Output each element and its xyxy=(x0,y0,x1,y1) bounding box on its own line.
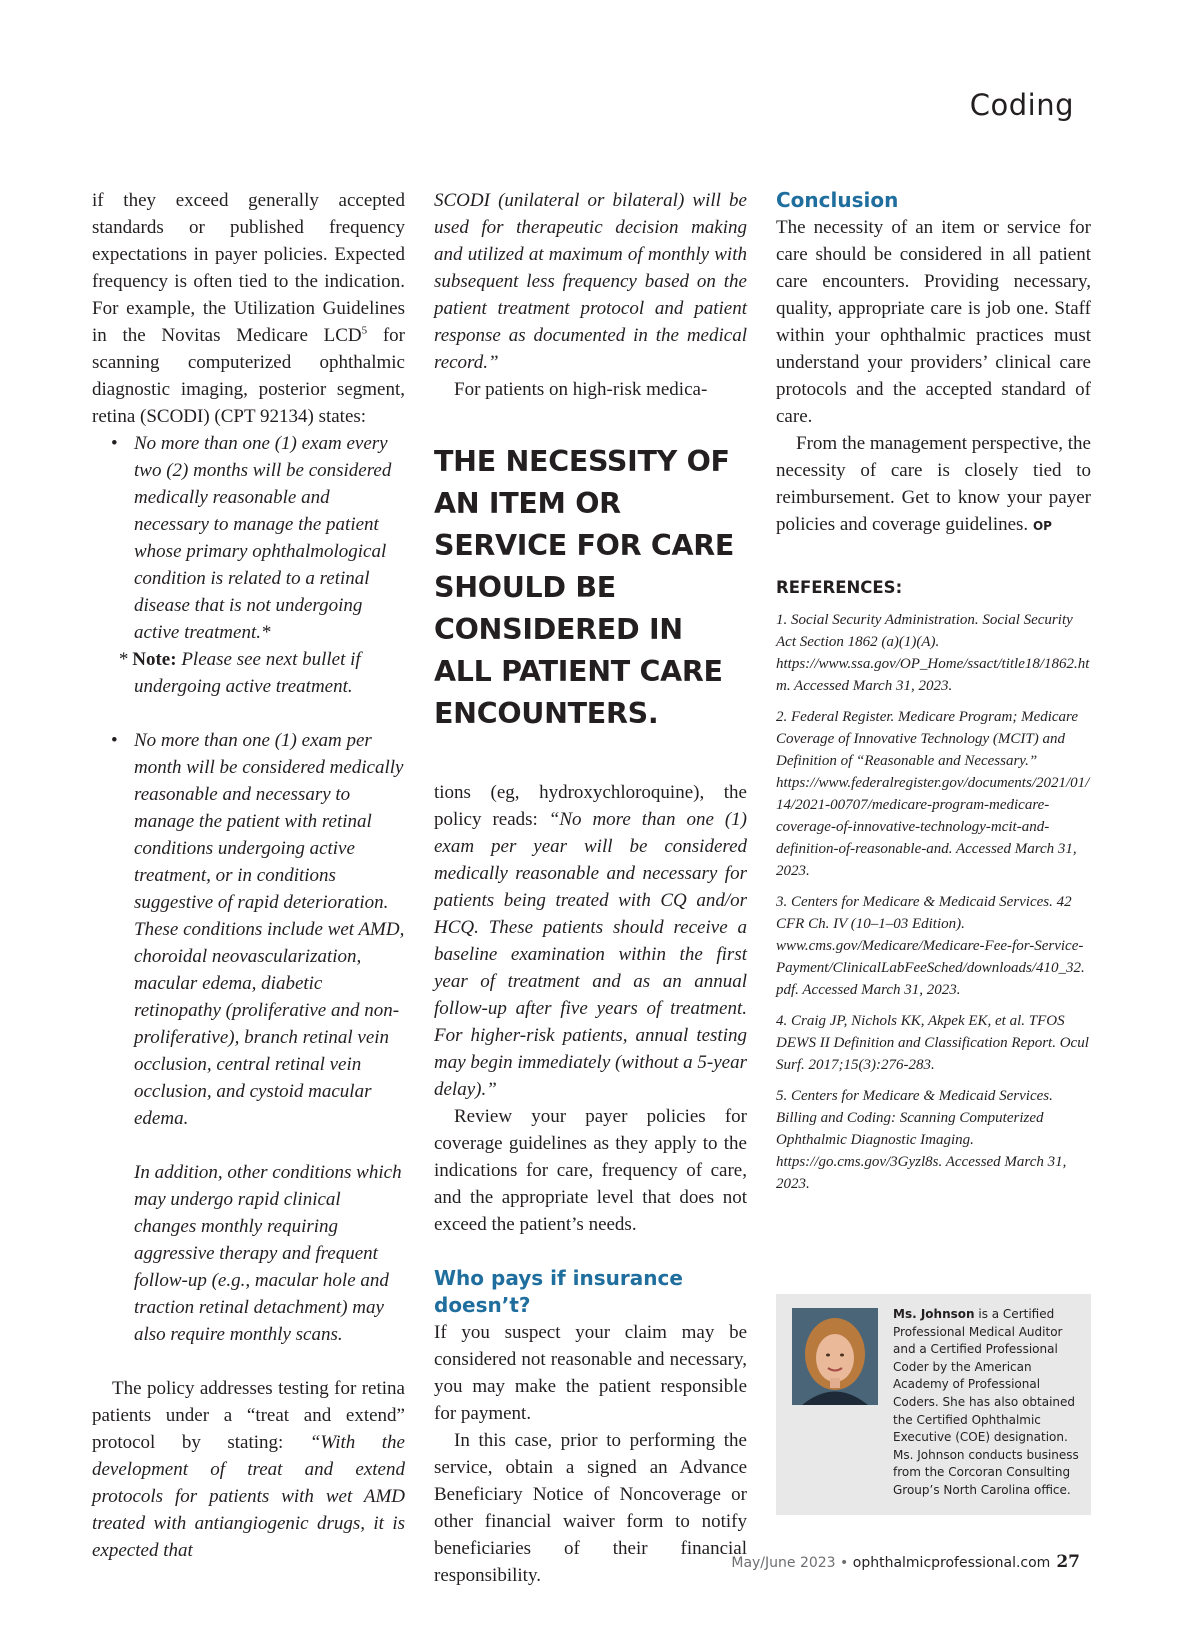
author-name: Ms. Johnson xyxy=(893,1307,975,1321)
reference-item: 1. Social Security Administration. Social Security Act Section 1862 (a)(1)(A). https://www.ssa.gov/OP_Home/ssact/title18/1862.htm. Accessed March 31, 2023. xyxy=(776,612,1090,694)
reference-item: 2. Federal Register. Medicare Program; Medicare Coverage of Innovative Technology (MCIT) and Definition of “Reasonable and Necessary.” https://www.federalregister.gov/documents/2021/01/14/2021-00707/medicare-program-medicare-coverage-of-innovative-technology-mcit-and-definition-of-reasonable-and. Accessed March 31, 2023. xyxy=(776,709,1090,879)
subhead-who-pays: Who pays if insurance doesn’t? xyxy=(434,1266,683,1317)
issue-date: May/June 2023 xyxy=(731,1555,836,1571)
col1-paragraph-2: The policy addresses testing for retina patients under a “treat and extend” protocol by stating: “With the development of treat and extend protocols for patients with wet AMD treated with antiangiogenic drugs, it is expected that xyxy=(92,1378,405,1561)
policy-bullets-2 xyxy=(92,727,405,1132)
col2-paragraph-b: tions (eg, hydroxychloroquine), the policy reads: “No more than one (1) exam per year will be considered medically reasonable and necessary for patients being treated with CQ and/or HCQ. These patients should receive a baseline examination within the first year of treatment and as an annual follow-up after five years of treatment. For higher-risk patients, annual testing may begin immediately (without a 5-year delay).” xyxy=(434,782,748,1100)
website-link[interactable]: ophthalmicprofessional.com xyxy=(852,1555,1051,1571)
col2-paragraph-c: Review your payer policies for coverage guidelines as they apply to the indications for care, frequency of care, and the appropriate level that does not exceed the patient’s needs. xyxy=(434,1106,747,1235)
quote-continuation: SCODI (unilateral or bilateral) will be used for therapeutic decision making and utilized at maximum of monthly with subsequent less frequency based on the patient treatment protocol and patient response as documented in the medical record.” xyxy=(434,190,747,373)
page-number: 27 xyxy=(1056,1552,1080,1572)
additional-conditions: In addition, other conditions which may undergo rapid clinical changes monthly requiring aggressive therapy and frequent follow-up (e.g., macular hole and traction retinal detachment) may also require monthly scans. xyxy=(134,1162,402,1345)
author-portrait-image xyxy=(792,1308,878,1405)
bullet-item: • No more than one (1) exam per month will be considered medically reasonable and necessary to manage the patient with retinal conditions undergoing active treatment, or in conditions suggestive of rapid deterioration. These conditions include wet AMD, choroidal neovascularization, macular edema, diabetic retinopathy (proliferative and non-proliferative), branch retinal vein occlusion, central retinal vein occlusion, and cystoid macular edema. xyxy=(92,727,405,1132)
references-heading: REFERENCES: xyxy=(776,578,903,597)
col2-paragraph-d: If you suspect your claim may be considered not reasonable and necessary, you may make the patient responsible for payment. xyxy=(434,1322,747,1424)
col2-paragraph-e: In this case, prior to performing the service, obtain a signed an Advance Beneficiary Notice of Noncoverage or other financial waiver form to notify beneficiaries of their financial responsibility. xyxy=(434,1430,747,1586)
conclusion-paragraph-a: The necessity of an item or service for care should be considered in all patient care encounters. Providing necessary, quality, appropriate care is job one. Staff within your ophthalmic practices must understand your providers’ clinical care protocols and the accepted standard of care. xyxy=(776,217,1091,427)
page-footer: May/June 2023 • ophthalmicprofessional.com 27 xyxy=(731,1552,1080,1572)
column-1 xyxy=(92,187,405,1564)
pull-quote: THE NECESSITY OF AN ITEM OR SERVICE FOR CARE SHOULD BE CONSIDERED IN ALL PATIENT CARE ENCOUNTERS. xyxy=(434,445,735,730)
col1-intro-paragraph: if they exceed generally accepted standards or published frequency expectations in payer policies. Expected frequency is often tied to the indication. For example, the Utilization Guidelines in the Novitas Medicare LCD$^5$ for scanning computerized ophthalmic diagnostic imaging, posterior segment, retina (SCODI) (CPT 92134) states: xyxy=(92,190,405,427)
reference-item: 5. Centers for Medicare & Medicaid Services. Billing and Coding: Scanning Computerized Ophthalmic Diagnostic Imaging. https://go.cms.gov/3Gyzl8s. Accessed March 31, 2023. xyxy=(776,1088,1067,1192)
note-text: * Note: Please see next bullet if undergoing active treatment. xyxy=(118,649,361,697)
author-bio-text: Ms. Johnson is a Certified Professional Medical Auditor and a Certified Professional Coder by the American Academy of Professional Coders. She has also obtained the Certified Ophthalmic Executive (COE) designation. Ms. Johnson conducts business from the Corcoran Consulting Group’s North Carolina office. xyxy=(893,1307,1079,1497)
author-bio-box xyxy=(776,1294,1091,1515)
subhead-conclusion: Conclusion xyxy=(776,188,899,212)
end-mark: OP xyxy=(1032,519,1052,533)
column-2 xyxy=(434,187,747,1589)
reference-item: 3. Centers for Medicare & Medicaid Services. 42 CFR Ch. IV (10–1–03 Edition). www.cms.gov/Medicare/Medicare-Fee-for-Service-Payment/ClinicalLabFeeSched/downloads/410_32.pdf. Accessed March 31, 2023. xyxy=(776,894,1085,998)
references-list xyxy=(776,609,1091,1195)
col2-paragraph-a: For patients on high-risk medica- xyxy=(454,379,708,400)
author-photo xyxy=(792,1308,878,1405)
policy-bullets-1 xyxy=(92,430,405,646)
section-label: Coding xyxy=(969,88,1074,122)
column-3 xyxy=(776,187,1091,1204)
conclusion-paragraph-b: From the management perspective, the necessity of care is closely tied to reimbursement. Get to know your payer policies and coverage guidelines. OP xyxy=(776,433,1091,535)
reference-item: 4. Craig JP, Nichols KK, Akpek EK, et al. TFOS DEWS II Definition and Classification Report. Ocul Surf. 2017;15(3):276-283. xyxy=(776,1013,1089,1073)
bullet-item: • No more than one (1) exam every two (2) months will be considered medically reasonable and necessary to manage the patient whose primary ophthalmological condition is related to a retinal disease that is not undergoing active treatment.* xyxy=(92,430,405,646)
footnote-ref: 5 xyxy=(361,324,368,337)
